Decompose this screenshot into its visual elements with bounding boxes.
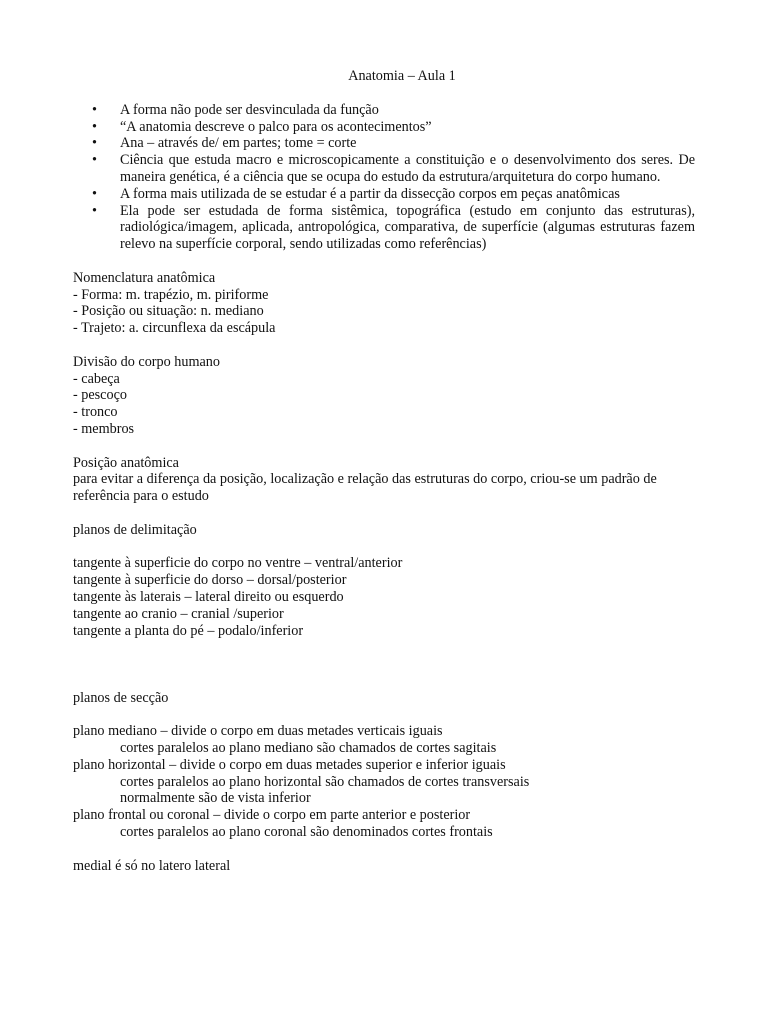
final-note-block [73, 858, 695, 875]
list-item: - membros [73, 420, 135, 437]
list-item: - Trajeto: a. circunflexa da escápula [73, 320, 276, 337]
list-item: tangente a planta do pé – podalo/inferior [73, 622, 304, 639]
spacer [73, 673, 695, 690]
final-note: medial é só no latero lateral [73, 857, 231, 874]
section-heading: Nomenclatura anatômica [73, 269, 216, 286]
list-item: - pescoço [73, 387, 127, 404]
section-heading: Divisão do corpo humano [73, 353, 220, 370]
list-item: - Posição ou situação: n. mediano [73, 303, 264, 320]
bullet-item: • Ana – através de/ em partes; tome = corte [73, 135, 695, 152]
delimitacao-list [73, 555, 695, 639]
spacer [73, 639, 695, 673]
spacer [73, 505, 695, 522]
bullet-item: • A forma mais utilizada de se estudar é a partir da dissecção corpos em peças anatômicas [73, 186, 695, 203]
cut-description: cortes paralelos ao plano mediano são chamados de cortes sagitais [120, 740, 497, 757]
spacer [73, 253, 695, 270]
section-heading: planos de secção [73, 689, 169, 706]
spacer [73, 438, 695, 455]
cut-description: cortes paralelos ao plano coronal são denominados cortes frontais [120, 824, 493, 841]
list-item: tangente às laterais – lateral direito ou esquerdo [73, 588, 344, 605]
seccao-heading-block [73, 690, 695, 707]
document-page [73, 68, 695, 874]
spacer [73, 337, 695, 354]
nomenclatura-section [73, 270, 695, 337]
bullet-item: • Ela pode ser estudada de forma sistêmica, topográfica (estudo em conjunto das estruturas), radiológica/imagem, aplicada, antropológica, comparativa, de superfície (algumas estruturas fazem relevo na superfície corporal, sendo utilizadas como referências) [73, 203, 695, 253]
divisao-section [73, 354, 695, 438]
bullet-item: • “A anatomia descreve o palco para os acontecimentos” [73, 119, 695, 136]
posicao-section [73, 455, 695, 505]
list-item: tangente à superficie do corpo no ventre – ventral/anterior [73, 555, 403, 572]
spacer [73, 841, 695, 858]
bullet-item: • Ciência que estuda macro e microscopicamente a constituição e o desenvolvimento dos seres. De maneira genética, é a ciência que se ocupa do estudo da estrutura/arquitetura do corpo humano. [73, 152, 695, 186]
section-heading: Posição anatômica [73, 454, 179, 471]
seccao-list [73, 723, 695, 841]
list-item: - Forma: m. trapézio, m. piriforme [73, 286, 269, 303]
list-item: - cabeça [73, 370, 120, 387]
section-heading: planos de delimitação [73, 521, 197, 538]
intro-bullet-list [73, 102, 695, 253]
spacer [73, 539, 695, 556]
cut-description: normalmente são de vista inferior [120, 790, 311, 807]
paragraph: para evitar a diferença da posição, localização e relação das estruturas do corpo, criou-se um padrão de referência para o estudo [73, 471, 657, 505]
plane-definition: plano mediano – divide o corpo em duas metades verticais iguais [73, 723, 443, 740]
plane-definition: plano horizontal – divide o corpo em duas metades superior e inferior iguais [73, 756, 506, 773]
document-title: Anatomia – Aula 1 [348, 68, 456, 84]
cut-description: cortes paralelos ao plano horizontal são chamados de cortes transversais [120, 773, 530, 790]
spacer [73, 706, 695, 723]
list-item: - tronco [73, 404, 118, 421]
list-item: tangente à superficie do dorso – dorsal/posterior [73, 572, 347, 589]
delimitacao-heading-block [73, 522, 695, 539]
bullet-item: • A forma não pode ser desvinculada da função [73, 102, 695, 119]
plane-definition: plano frontal ou coronal – divide o corpo em parte anterior e posterior [73, 807, 471, 824]
list-item: tangente ao cranio – cranial /superior [73, 605, 284, 622]
